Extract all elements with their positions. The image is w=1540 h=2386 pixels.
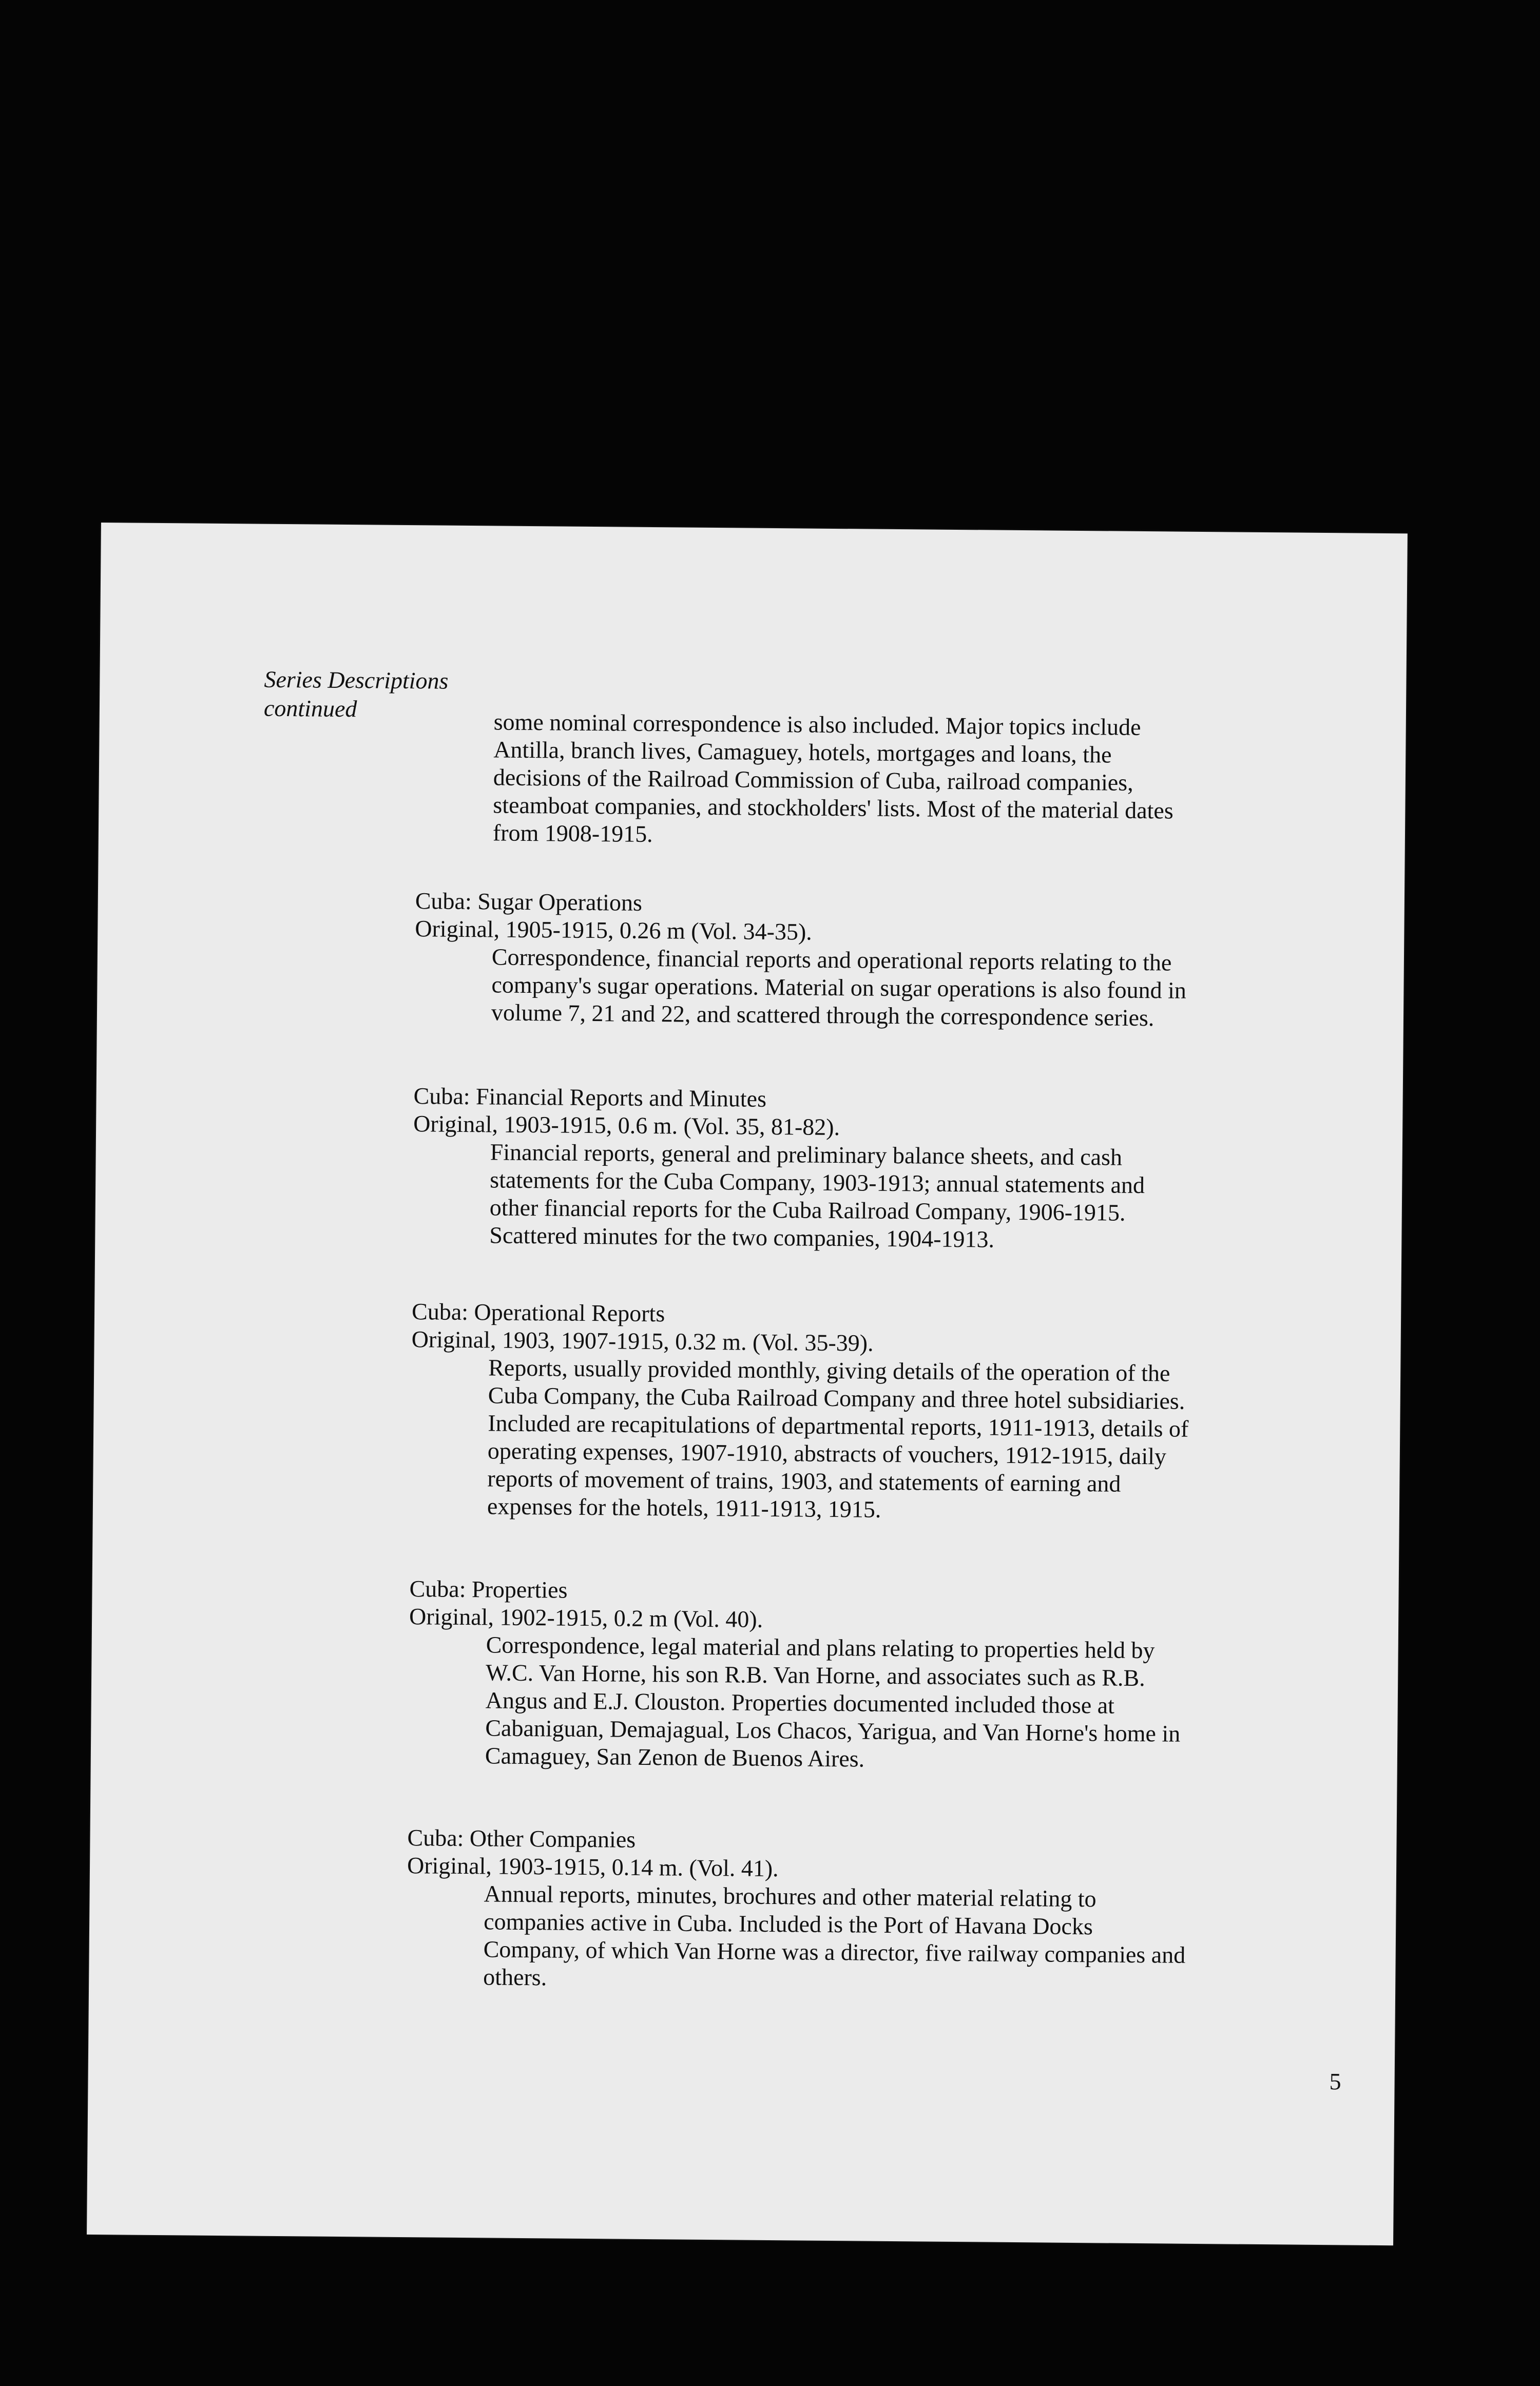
side-heading-line2: continued bbox=[263, 695, 357, 722]
side-heading bbox=[264, 665, 449, 724]
entry-extent: Original, 1902-1915, 0.2 m (Vol. 40). bbox=[409, 1603, 763, 1632]
series-entry-other-companies bbox=[406, 1824, 1280, 1997]
entry-extent: Original, 1903-1915, 0.6 m. (Vol. 35, 81-82). bbox=[413, 1110, 840, 1141]
entry-title: Cuba: Sugar Operations bbox=[415, 888, 643, 916]
intro-paragraph: some nominal correspondence is also included. Major topics include Antilla, branch lives, Camaguey, hotels, mortgages and loans, the decisions of the Railroad Commission of Cuba, railroad companies, steamboat companies, and stockholders' lists. Most of the material dates from 1908-1915. bbox=[492, 708, 1173, 848]
entry-extent: Original, 1905-1915, 0.26 m (Vol. 34-35). bbox=[415, 915, 813, 945]
entry-title: Cuba: Other Companies bbox=[407, 1824, 636, 1853]
entry-description: Correspondence, legal material and plans relating to properties held by W.C. Van Horne, his son R.B. Van Horne, and associates such as R.B. Angus and E.J. Clouston. Properties documented included those at Cabaniguan, Demajagual, Los Chacos, Yarigua, and Van Horne's home in Camaguey, San Zenon de Buenos Aires. bbox=[485, 1631, 1181, 1772]
series-entry-operational-reports bbox=[410, 1298, 1285, 1527]
entry-extent: Original, 1903, 1907-1915, 0.32 m. (Vol. 35-39). bbox=[411, 1326, 874, 1356]
entry-description: Financial reports, general and preliminary balance sheets, and cash statements for the Cuba Company, 1903-1913; annual statements and other financial reports for the Cuba Railroad Company, 1906-1915. Scattered minutes for the two companies, 1904-1913. bbox=[489, 1139, 1145, 1253]
document-page bbox=[87, 523, 1408, 2245]
entry-description: Reports, usually provided monthly, giving details of the operation of the Cuba Company, the Cuba Railroad Company and three hotel subsidiaries. Included are recapitulations of departmental reports, 1911-1913, details of operating expenses, 1907-1910, abstracts of vouchers, 1912-1915, daily reports of movement of trains, 1903, and statements of earning and expenses for the hotels, 1911-1913, 1915. bbox=[487, 1354, 1189, 1523]
entry-title: Cuba: Financial Reports and Minutes bbox=[413, 1083, 767, 1112]
series-entry-properties bbox=[408, 1575, 1282, 1776]
side-heading-line1: Series Descriptions bbox=[264, 666, 449, 694]
page-number: 5 bbox=[1329, 2068, 1341, 2095]
series-entry-sugar-operations bbox=[414, 887, 1288, 1033]
entry-title: Cuba: Operational Reports bbox=[411, 1298, 665, 1327]
series-entry-financial-reports bbox=[412, 1082, 1286, 1256]
entry-title: Cuba: Properties bbox=[409, 1575, 568, 1603]
entry-extent: Original, 1903-1915, 0.14 m. (Vol. 41). bbox=[407, 1852, 779, 1882]
entry-description: Correspondence, financial reports and operational reports relating to the company's sugar operations. Material on sugar operations is also found in volume 7, 21 and 22, and scattered through the correspondence series. bbox=[491, 944, 1187, 1031]
entry-description: Annual reports, minutes, brochures and other material relating to companies active in Cuba. Included is the Port of Havana Docks Company, of which Van Horne was a director, five railway companies and others. bbox=[483, 1880, 1186, 1991]
